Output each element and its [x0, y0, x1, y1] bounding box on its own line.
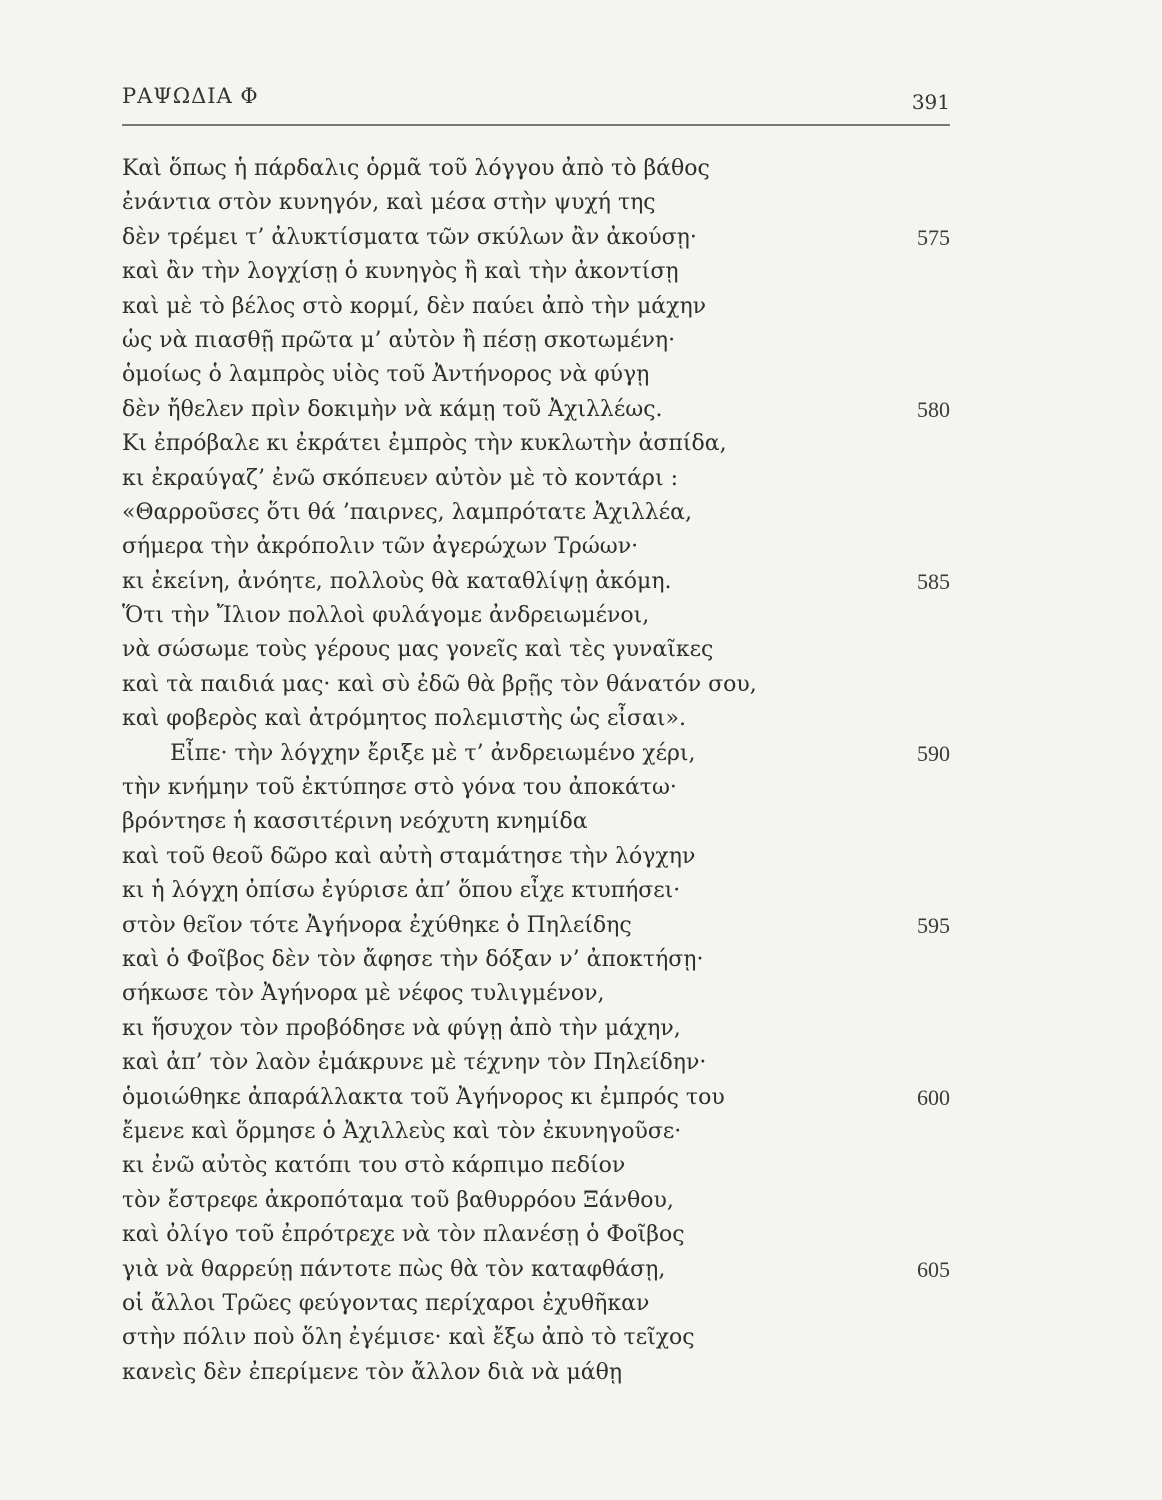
verse-text: οἱ ἄλλοι Τρῶες φεύγοντας περίχαροι ἐχυθῆκαν: [122, 1290, 650, 1316]
verse-line: [122, 1184, 950, 1218]
verse-text: ἔμενε καὶ ὅρμησε ὁ Ἀχιλλεὺς καὶ τὸν ἐκυνηγοῦσε·: [122, 1118, 682, 1144]
verse-text: κι ἥσυχον τὸν προβόδησε νὰ φύγῃ ἀπὸ τὴν μάχην,: [122, 1015, 681, 1041]
verse-number: 580: [917, 396, 950, 422]
verse-line: [122, 1321, 950, 1355]
verse-line: [122, 805, 950, 839]
verse-text: τὸν ἔστρεφε ἀκροπόταμα τοῦ βαθυρρόου Ξάνθου,: [122, 1187, 674, 1213]
verse-line: [122, 840, 950, 874]
verse-number: 605: [917, 1256, 950, 1282]
verse-text: ὁμοιώθηκε ἀπαράλλακτα τοῦ Ἀγήνορος κι ἐμπρός του: [122, 1084, 725, 1110]
verse-line: [122, 255, 950, 289]
verse-text: καὶ ἂν τὴν λογχίσῃ ὁ κυνηγὸς ἢ καὶ τὴν ἀκοντίσῃ: [122, 259, 679, 285]
verse-text: ὡς νὰ πιασθῇ πρῶτα μ’ αὐτὸν ἢ πέσῃ σκοτωμένη·: [122, 327, 676, 353]
verse-line: [122, 1287, 950, 1321]
verse-line: [122, 633, 950, 667]
verse-number: 595: [917, 912, 950, 938]
verse-line: [122, 909, 950, 943]
page-number: 391: [911, 90, 950, 114]
verse-line: [122, 496, 950, 530]
verse-text: Ὅτι τὴν Ἴλιον πολλοὶ φυλάγομε ἀνδρειωμένοι,: [122, 603, 650, 629]
verse-text: νὰ σώσωμε τοὺς γέρους μας γονεῖς καὶ τὲς γυναῖκες: [122, 637, 714, 663]
verse-text: σήκωσε τὸν Ἀγήνορα μὲ νέφος τυλιγμένον,: [122, 981, 605, 1007]
verse-line: [122, 393, 950, 427]
verse-number: 590: [917, 740, 950, 766]
verse-text: βρόντησε ἡ κασσιτέρινη νεόχυτη κνημίδα: [122, 809, 588, 835]
verse-line: [122, 290, 950, 324]
verse-text: Εἶπε· τὴν λόγχην ἔριξε μὲ τ’ ἀνδρειωμένο χέρι,: [170, 740, 696, 766]
verse-line: [122, 530, 950, 564]
verse-text: «Θαρροῦσες ὅτι θά ’παιρνες, λαμπρότατε Ἀχιλλέα,: [122, 499, 692, 525]
verse-line: [122, 702, 950, 736]
verse-text: στὸν θεῖον τότε Ἀγήνορα ἐχύθηκε ὁ Πηλείδης: [122, 912, 632, 938]
verse-line: [122, 427, 950, 461]
verse-line: [122, 668, 950, 702]
verse-line: [122, 324, 950, 358]
verse-line: [122, 737, 950, 771]
verse-text: καὶ μὲ τὸ βέλος στὸ κορμί, δὲν παύει ἀπὸ τὴν μάχην: [122, 293, 707, 319]
verse-line: [122, 358, 950, 392]
verse-line: [122, 152, 950, 186]
verse-text: κι ἐκραύγαζ’ ἐνῶ σκόπευεν αὐτὸν μὲ τὸ κοντάρι :: [122, 465, 679, 491]
verse-line: [122, 1012, 950, 1046]
verse-line: [122, 1218, 950, 1252]
verse-text: καὶ ὁ Φοῖβος δὲν τὸν ἄφησε τὴν δόξαν ν’ ἀποκτήσῃ·: [122, 946, 704, 972]
verse-text: κι ἡ λόγχη ὀπίσω ἐγύρισε ἀπ’ ὅπου εἶχε κτυπήσει·: [122, 878, 681, 904]
verse-number: 600: [917, 1084, 950, 1110]
verse-line: [122, 943, 950, 977]
verse-line: [122, 599, 950, 633]
verse-text: ὁμοίως ὁ λαμπρὸς υἱὸς τοῦ Ἀντήνορος νὰ φύγῃ: [122, 362, 650, 388]
verse-text: τὴν κνήμην τοῦ ἐκτύπησε στὸ γόνα του ἀποκάτω·: [122, 775, 677, 801]
verse-number: 575: [917, 224, 950, 250]
verse-line: [122, 771, 950, 805]
verse-text: Καὶ ὅπως ἡ πάρδαλις ὁρμᾶ τοῦ λόγγου ἀπὸ τὸ βάθος: [122, 156, 710, 181]
verse-text: καὶ ἀπ’ τὸν λαὸν ἐμάκρυνε μὲ τέχνην τὸν Πηλείδην·: [122, 1050, 707, 1076]
verse-text: γιὰ νὰ θαρρεύῃ πάντοτε πὼς θὰ τὸν καταφθάσῃ,: [122, 1256, 666, 1282]
verse-text: κανεὶς δὲν ἐπερίμενε τὸν ἄλλον διὰ νὰ μάθῃ: [122, 1359, 623, 1385]
verse-block: [122, 152, 950, 1390]
verse-line: [122, 186, 950, 220]
verse-line: [122, 1081, 950, 1115]
verse-text: ἐνάντια στὸν κυνηγόν, καὶ μέσα στὴν ψυχή της: [122, 190, 656, 216]
verse-text: καὶ τοῦ θεοῦ δῶρο καὶ αὐτὴ σταμάτησε τὴν λόγχην: [122, 843, 696, 869]
verse-text: καὶ τὰ παιδιά μας· καὶ σὺ ἐδῶ θὰ βρῇς τὸν θάνατόν σου,: [122, 671, 757, 697]
verse-text: δὲν ἤθελεν πρὶν δοκιμὴν νὰ κάμῃ τοῦ Ἀχιλλέως.: [122, 396, 663, 422]
verse-line: [122, 874, 950, 908]
verse-number: 585: [917, 568, 950, 594]
verse-text: στὴν πόλιν ποὺ ὅλη ἐγέμισε· καὶ ἔξω ἀπὸ τὸ τεῖχος: [122, 1325, 695, 1351]
verse-line: [122, 1149, 950, 1183]
verse-text: δὲν τρέμει τ’ ἀλυκτίσματα τῶν σκύλων ἂν ἀκούσῃ·: [122, 224, 697, 250]
verse-line: [122, 221, 950, 255]
verse-line: [122, 565, 950, 599]
verse-line: [122, 1253, 950, 1287]
verse-text: κι ἐκείνη, ἀνόητε, πολλοὺς θὰ καταθλίψῃ ἀκόμη.: [122, 568, 672, 594]
verse-text: καὶ ὀλίγο τοῦ ἐπρότρεχε νὰ τὸν πλανέσῃ ὁ Φοῖβος: [122, 1222, 685, 1248]
verse-text: σήμερα τὴν ἀκρόπολιν τῶν ἀγερώχων Τρώων·: [122, 534, 639, 560]
verse-text: καὶ φοβερὸς καὶ ἀτρόμητος πολεμιστὴς ὡς εἶσαι».: [122, 706, 687, 732]
verse-line: [122, 1356, 950, 1390]
verse-text: κι ἐνῶ αὐτὸς κατόπι του στὸ κάρπιμο πεδίον: [122, 1153, 626, 1179]
running-header: [122, 84, 950, 114]
verse-line: [122, 1115, 950, 1149]
verse-line: [122, 1046, 950, 1080]
verse-line: [122, 977, 950, 1011]
header-rule: [122, 124, 950, 126]
verse-text: Κι ἐπρόβαλε κι ἐκράτει ἐμπρὸς τὴν κυκλωτὴν ἀσπίδα,: [122, 431, 727, 457]
chapter-title: ΡΑΨΩΔΙΑ Φ: [122, 84, 259, 108]
verse-line: [122, 462, 950, 496]
